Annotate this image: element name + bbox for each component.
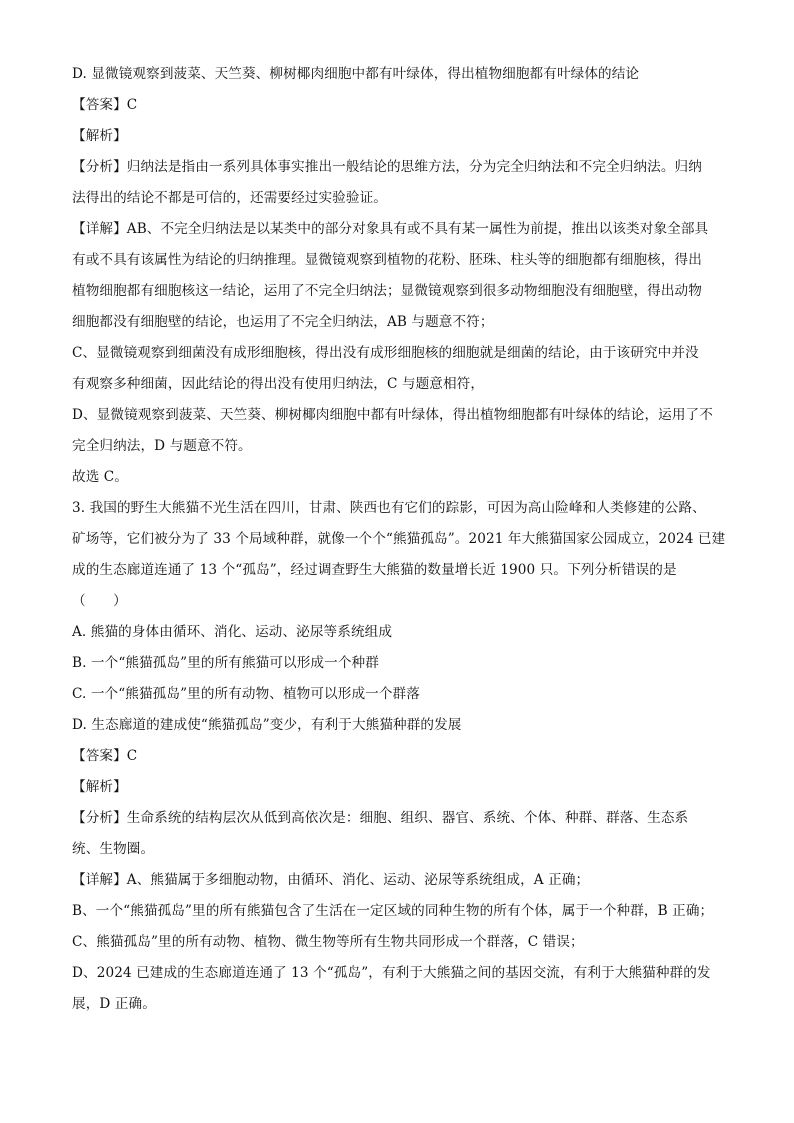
detail-text-line: 细胞都没有细胞壁的结论，也运用了不完全归纳法，AB 与题意不符； — [72, 314, 494, 330]
analysis-text-line: 统、生物圈。 — [72, 841, 155, 857]
detail-text-line: 【详解】AB、不完全归纳法是以某类中的部分对象具有或不具有某一属性为前提，推出以该类对象全部具 — [72, 221, 709, 237]
detail-text-line: 展，D 正确。 — [72, 996, 156, 1012]
option-d: D. 生态廊道的建成使“熊猫孤岛”变少，有利于大熊猫种群的发展 — [72, 717, 462, 733]
document-page — [72, 64, 724, 1014]
detail-text-line: 植物细胞都有细胞核这一结论，运用了不完全归纳法；显微镜观察到很多动物细胞没有细胞壁，得出动物 — [72, 283, 702, 299]
analysis-label: 【解析】 — [72, 779, 127, 795]
question-3-line: 成的生态廊道连通了 13 个“孤岛”，经过调查野生大熊猫的数量增长近 1900 只。下列分析错误的是 — [72, 562, 677, 578]
detail-text-line: 有观察多种细菌，因此结论的得出没有使用归纳法，C 与题意相符， — [72, 376, 485, 392]
question-3-blank: （ ） — [72, 593, 127, 609]
detail-text-line: 【详解】A、熊猫属于多细胞动物，由循环、消化、运动、泌尿等系统组成，A 正确； — [72, 872, 590, 888]
detail-text-line: C、显微镜观察到细菌没有成形细胞核，得出没有成形细胞核的细胞就是细菌的结论，由于该研究中并没 — [72, 345, 699, 361]
answer-label: 【答案】C — [72, 97, 138, 113]
detail-text-line: D、2024 已建成的生态廊道连通了 13 个“孤岛”，有利于大熊猫之间的基因交流，有利于大熊猫种群的发 — [72, 965, 711, 981]
option-b: B. 一个“熊猫孤岛”里的所有熊猫可以形成一个种群 — [72, 655, 379, 671]
question-3-line: 矿场等，它们被分为了 33 个局域种群，就像一个个“熊猫孤岛”。2021 年大熊猫国家公园成立，2024 已建 — [72, 531, 726, 547]
option-c: C. 一个“熊猫孤岛”里的所有动物、植物可以形成一个群落 — [72, 686, 420, 702]
detail-text-line: 完全归纳法，D 与题意不符。 — [72, 438, 252, 454]
analysis-text-line: 【分析】生命系统的结构层次从低到高依次是：细胞、组织、器官、系统、个体、种群、群落、生态系 — [72, 810, 689, 826]
question-3-line: 3. 我国的野生大熊猫不光生活在四川，甘肃、陕西也有它们的踪影，可因为高山险峰和人类修建的公路、 — [72, 500, 706, 516]
answer-label: 【答案】C — [72, 748, 138, 764]
detail-text-line: B、一个“熊猫孤岛”里的所有熊猫包含了生活在一定区域的同种生物的所有个体，属于一个种群，B 正确； — [72, 903, 714, 919]
analysis-label: 【解析】 — [72, 128, 127, 144]
analysis-text-line: 法得出的结论不都是可信的，还需要经过实验验证。 — [72, 190, 387, 206]
detail-text-line: C、熊猫孤岛”里的所有动物、植物、微生物等所有生物共同形成一个群落，C 错误； — [72, 934, 584, 950]
option-d-line: D. 显微镜观察到菠菜、天竺葵、柳树椰肉细胞中都有叶绿体，得出植物细胞都有叶绿体的结论 — [72, 66, 640, 82]
detail-text-line: D、显微镜观察到菠菜、天竺葵、柳树椰肉细胞中都有叶绿体，得出植物细胞都有叶绿体的结论，运用了不 — [72, 407, 713, 423]
option-a: A. 熊猫的身体由循环、消化、运动、泌尿等系统组成 — [72, 624, 393, 640]
choice-line: 故选 C。 — [72, 469, 129, 485]
analysis-text-line: 【分析】归纳法是指由一系列具体事实推出一般结论的思维方法，分为完全归纳法和不完全归纳法。归纳 — [72, 159, 702, 175]
detail-text-line: 有或不具有该属性为结论的归纳推理。显微镜观察到植物的花粉、胚珠、柱头等的细胞都有细胞核，得出 — [72, 252, 702, 268]
